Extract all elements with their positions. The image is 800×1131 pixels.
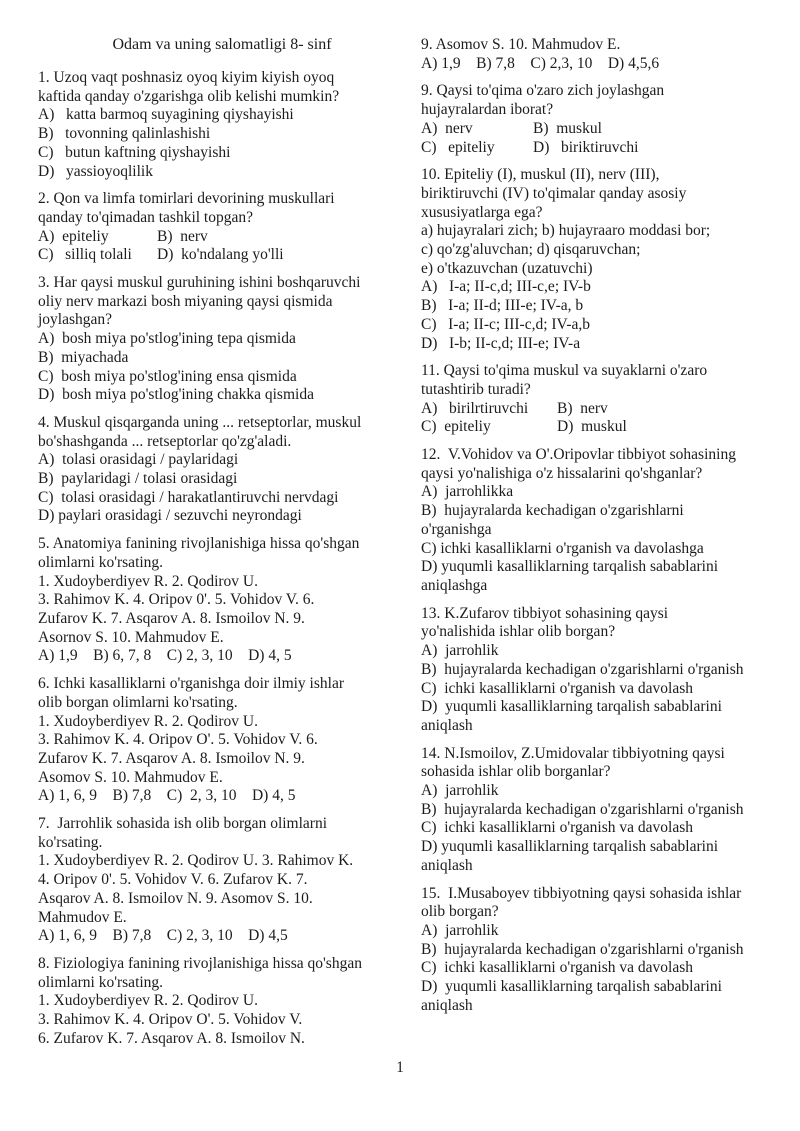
text-line: olib borgan olimlarni ko'rsating. [38, 693, 238, 711]
text-line: A) katta barmoq suyagining qiyshayishi [38, 106, 294, 124]
text-line: olimlarni ko'rsating. [38, 973, 164, 991]
text-line: A) jarrohlik [421, 642, 499, 660]
text-line: A) jarrohlik [421, 782, 499, 800]
text-line: 1. Uzoq vaqt poshnasiz oyoq kiyim kiyish oyoq [38, 69, 335, 86]
text-line: hujayralardan iborat? [421, 101, 554, 119]
text-line: C) tolasi orasidagi / harakatlantiruvchi nervdagi [38, 488, 339, 506]
text-line: B) I-a; II-d; III-e; IV-a, b [421, 297, 584, 315]
option-right: D) ko'ndalang yo'lli [157, 246, 284, 264]
text-line: C) butun kaftning qiyshayishi [38, 143, 231, 161]
text-line [421, 139, 795, 158]
text-line: D) yuqumli kasalliklarning tarqalish sabablarini [421, 558, 719, 576]
page-title: Odam va uning salomatligi 8- sinf [112, 36, 332, 53]
option-left: A) birilrtiruvchi [421, 399, 529, 417]
text-line: qaysi yo'nalishiga o'z hissalarini qo'shganlar? [421, 464, 703, 482]
text-line: 2. Qon va limfa tomirlari devorining muskullari [38, 190, 335, 208]
text-line: 1. Xudoyberdiyev R. 2. Qodirov U. [38, 572, 258, 590]
text-line: bo'shashganda ... retseptorlar qo'zg'aladi. [38, 432, 292, 450]
text-line: B) hujayralarda kechadigan o'zgarishlarni o'rganish [421, 800, 744, 818]
text-line: 3. Rahimov K. 4. Oripov 0'. 5. Vohidov V. 6. [38, 591, 315, 609]
text-line: 9. Qaysi to'qima o'zaro zich joylashgan [421, 82, 665, 100]
text-line [421, 120, 795, 139]
text-line: A) bosh miya po'stlog'ining tepa qismida [38, 330, 296, 348]
text-line: qanday to'qimadan tashkil topgan? [38, 208, 254, 226]
text-line: B) tovonning qalinlashishi [38, 125, 211, 143]
text-line: sohasida ishlar olib borganlar? [421, 763, 611, 781]
question-block [38, 815, 414, 946]
text-line: tutashtirib turadi? [421, 380, 531, 398]
text-line: 4. Muskul qisqarganda uning ... retseptorlar, muskul [38, 413, 362, 431]
text-line: C) ichki kasalliklarni o'rganish va davolash [421, 679, 693, 697]
text-line: a) hujayralari zich; b) hujayraaro moddasi bor; [421, 222, 711, 240]
text-line: olimlarni ko'rsating. [38, 553, 164, 571]
text-line: 9. Asomov S. 10. Mahmudov E. [421, 36, 621, 53]
text-line: Zufarov K. 7. Asqarov A. 8. Ismoilov N. 9. [38, 749, 305, 767]
option-right: B) nerv [157, 227, 208, 245]
option-left: C) epiteliy [421, 138, 495, 156]
question-block [38, 414, 414, 526]
text-line: 8. Fiziologiya fanining rivojlanishiga hissa qo'shgan [38, 954, 362, 972]
text-line: A) 1,9 B) 6, 7, 8 C) 2, 3, 10 D) 4, 5 [38, 647, 292, 665]
question-block [38, 274, 414, 405]
text-line: B) paylaridagi / tolasi orasidagi [38, 470, 238, 488]
option-left: A) epiteliy [38, 227, 109, 245]
text-line: A) 1,9 B) 7,8 C) 2,3, 10 D) 4,5,6 [421, 54, 660, 72]
question-block [38, 535, 414, 666]
question-block [421, 446, 795, 596]
text-line: A) tolasi orasidagi / paylaridagi [38, 451, 239, 469]
text-line: D) yuqumli kasalliklarning tarqalish sabablarini [421, 838, 719, 856]
question-block [421, 885, 795, 1016]
text-line: oliy nerv markazi bosh miyaning qaysi qismida [38, 292, 333, 310]
text-line: 3. Har qaysi muskul guruhining ishini boshqaruvchi [38, 274, 361, 292]
text-line: C) ichki kasalliklarni o'rganish va davolash [421, 819, 693, 837]
text-line: 11. Qaysi to'qima muskul va suyaklarni o'zaro [421, 362, 708, 380]
text-line: 15. I.Musaboyev tibbiyotning qaysi sohasida ishlar [421, 884, 742, 902]
text-line: A) 1, 6, 9 B) 7,8 C) 2, 3, 10 D) 4,5 [38, 927, 288, 945]
question-block [421, 166, 795, 353]
text-line: D) I-b; II-c,d; III-e; IV-a [421, 334, 581, 352]
question-block [38, 955, 414, 1049]
text-line [38, 228, 414, 247]
option-right: B) nerv [557, 399, 608, 417]
text-line: yo'nalishida ishlar olib borgan? [421, 623, 616, 641]
text-line: Asqarov A. 8. Ismoilov N. 9. Asomov S. 10. [38, 889, 313, 907]
question-block [38, 69, 414, 181]
text-line: aniqlashga [421, 576, 488, 594]
text-line: A) jarrohlikka [421, 483, 514, 501]
text-line: o'rganishga [421, 520, 492, 538]
text-line [421, 400, 795, 419]
text-line: biriktiruvchi (IV) to'qimalar qanday asosiy [421, 184, 687, 202]
text-line: A) I-a; II-c,d; III-c,e; IV-b [421, 278, 591, 296]
text-line: D) bosh miya po'stlog'ining chakka qismida [38, 386, 314, 404]
text-line: 6. Ichki kasalliklarni o'rganishga doir ilmiy ishlar [38, 675, 344, 693]
text-line: D) yassioyoqlilik [38, 162, 153, 180]
text-line: Asornov S. 10. Mahmudov E. [38, 628, 224, 646]
text-line: Zufarov K. 7. Asqarov A. 8. Ismoilov N. 9. [38, 609, 305, 627]
text-line: D) yuqumli kasalliklarning tarqalish sabablarini [421, 978, 722, 996]
text-line: 3. Rahimov K. 4. Oripov O'. 5. Vohidov V. [38, 1011, 303, 1029]
text-line: 1. Xudoyberdiyev R. 2. Qodirov U. [38, 712, 258, 730]
text-line: D) yuqumli kasalliklarning tarqalish sabablarini [421, 698, 722, 716]
text-line: xususiyatlarga ega? [421, 203, 543, 221]
text-line: 1. Xudoyberdiyev R. 2. Qodirov U. [38, 992, 258, 1010]
text-line: 4. Oripov 0'. 5. Vohidov V. 6. Zufarov K. 7. [38, 871, 308, 889]
text-line [38, 246, 414, 265]
text-line: 6. Zufarov K. 7. Asqarov A. 8. Ismoilov N. [38, 1029, 305, 1047]
text-line: 14. N.Ismoilov, Z.Umidovalar tibbiyotning qaysi [421, 744, 725, 762]
text-line: B) hujayralarda kechadigan o'zgarishlarni o'rganish [421, 660, 744, 678]
text-line: aniqlash [421, 996, 473, 1014]
text-line: ko'rsating. [38, 833, 103, 851]
text-line: aniqlash [421, 716, 473, 734]
option-right: D) muskul [557, 418, 627, 436]
question-block [421, 36, 795, 73]
question-block [421, 362, 795, 437]
text-line: C) I-a; II-c; III-c,d; IV-a,b [421, 315, 590, 333]
text-line: 10. Epiteliy (I), muskul (II), nerv (III), [421, 166, 660, 184]
question-block [421, 82, 795, 157]
question-block [38, 675, 414, 806]
text-line: C) ichki kasalliklarni o'rganish va davolashga [421, 539, 704, 557]
text-line: 3. Rahimov K. 4. Oripov O'. 5. Vohidov V. 6. [38, 731, 318, 749]
question-block [421, 605, 795, 736]
text-line: joylashgan? [38, 311, 113, 329]
text-line: 7. Jarrohlik sohasida ish olib borgan olimlarni [38, 815, 328, 833]
text-line: D) paylari orasidagi / sezuvchi neyrondagi [38, 507, 302, 525]
option-left: C) silliq tolali [38, 246, 132, 264]
question-block [421, 745, 795, 876]
text-line: C) ichki kasalliklarni o'rganish va davolash [421, 959, 693, 977]
page-number: 1 [396, 1059, 404, 1076]
text-line: A) 1, 6, 9 B) 7,8 C) 2, 3, 10 D) 4, 5 [38, 787, 296, 805]
text-line: 5. Anatomiya fanining rivojlanishiga hissa qo'shgan [38, 535, 360, 553]
text-line: Asomov S. 10. Mahmudov E. [38, 768, 223, 786]
text-line: 13. K.Zufarov tibbiyot sohasining qaysi [421, 604, 669, 622]
text-line: kaftida qanday o'zgarishga olib kelishi mumkin? [38, 87, 340, 105]
text-line: Mahmudov E. [38, 908, 127, 926]
option-left: C) epiteliy [421, 418, 491, 436]
text-line: e) o'tkazuvchan (uzatuvchi) [421, 259, 593, 277]
text-line [421, 418, 795, 437]
text-line: C) bosh miya po'stlog'ining ensa qismida [38, 367, 297, 385]
text-line: aniqlash [421, 856, 473, 874]
text-line: olib borgan? [421, 903, 499, 921]
text-line: B) miyachada [38, 348, 129, 366]
text-line: 1. Xudoyberdiyev R. 2. Qodirov U. 3. Rahimov K. [38, 852, 354, 870]
text-line: B) hujayralarda kechadigan o'zgarishlarni [421, 502, 684, 520]
text-line: 12. V.Vohidov va O'.Oripovlar tibbiyot sohasining [421, 446, 736, 464]
option-left: A) nerv [421, 119, 473, 137]
option-right: B) muskul [533, 119, 602, 137]
text-line: B) hujayralarda kechadigan o'zgarishlarni o'rganish [421, 940, 744, 958]
text-line: c) qo'zg'aluvchan; d) qisqaruvchan; [421, 241, 641, 259]
right-column [421, 36, 795, 1024]
question-block [38, 190, 414, 265]
option-right: D) biriktiruvchi [533, 138, 639, 156]
text-line: A) jarrohlik [421, 921, 499, 939]
left-column [38, 69, 414, 1057]
